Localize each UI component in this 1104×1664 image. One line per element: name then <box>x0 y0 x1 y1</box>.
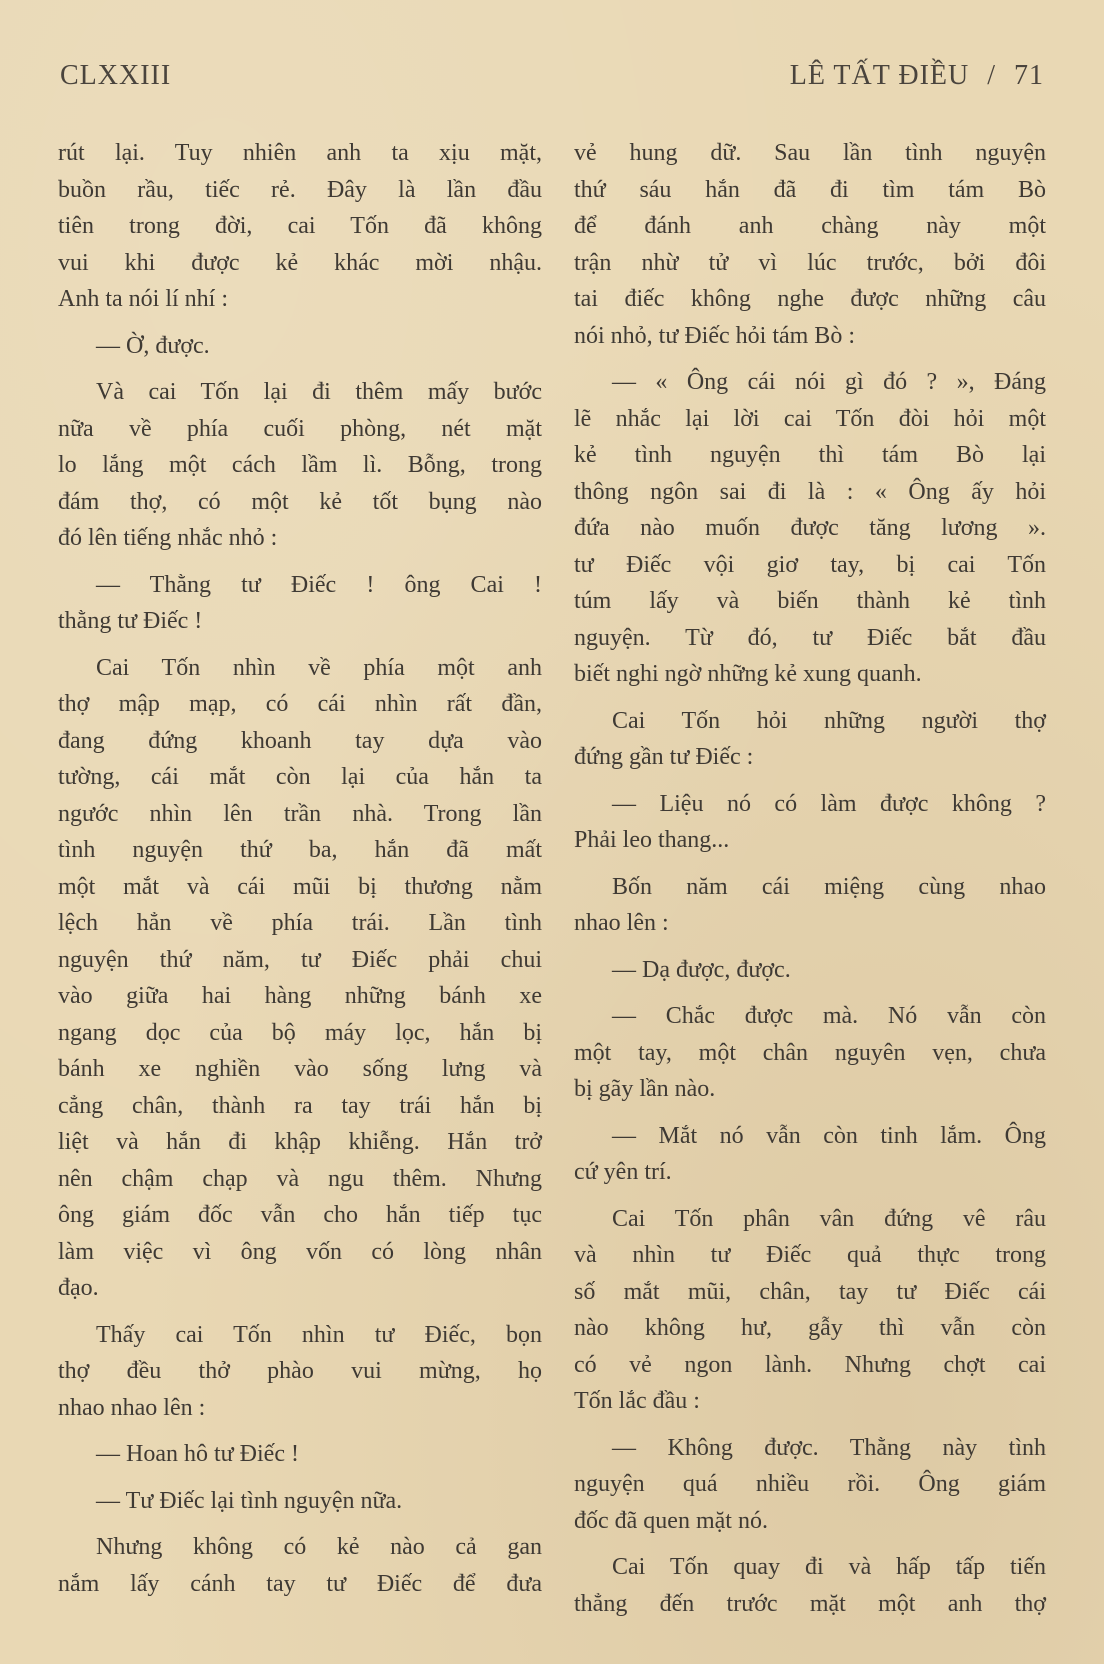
paragraph-gap <box>58 1519 542 1529</box>
text-line: tình nguyện thứ ba, hắn đã mất <box>58 837 542 863</box>
page-number: 71 <box>1014 60 1044 91</box>
text-line: vui khi được kẻ khác mời nhậu. <box>58 249 542 276</box>
text-line: túm lấy và biến thành kẻ tình <box>574 588 1046 614</box>
text-line: đang đứng khoanh tay dựa vào <box>58 727 542 754</box>
text-line: thợ mập mạp, có cái nhìn rất đần, <box>58 691 542 717</box>
text-line: nữa về phía cuối phòng, nét mặt <box>58 415 542 442</box>
text-line: Cai Tốn nhìn về phía một anh <box>96 654 542 681</box>
text-line: đứa nào muốn được tăng lương ». <box>574 515 1046 541</box>
text-line: biết nghi ngờ những kẻ xung quanh. <box>574 661 922 687</box>
text-line: thằng tư Điếc ! <box>58 608 203 634</box>
text-line: nguyện quá nhiều rồi. Ông giám <box>574 1471 1046 1497</box>
paragraph-gap <box>574 942 1046 952</box>
text-line: Nhưng không có kẻ nào cả gan <box>96 1534 542 1560</box>
text-line: vào giữa hai hàng những bánh xe <box>58 983 542 1009</box>
text-line: thợ đều thở phào vui mừng, họ <box>58 1358 542 1384</box>
text-line: một mắt và cái mũi bị thương nằm <box>58 873 542 900</box>
text-line: nào không hư, gẫy thì vẫn còn <box>574 1315 1046 1341</box>
text-line: bị gãy lần nào. <box>574 1076 716 1102</box>
text-line: — Mắt nó vẫn còn tinh lắm. Ông <box>612 1122 1046 1149</box>
text-line: đốc đã quen mặt nó. <box>574 1507 768 1534</box>
text-line: buồn rầu, tiếc rẻ. Đây là lần đầu <box>58 176 542 203</box>
text-line: một tay, một chân nguyên vẹn, chưa <box>574 1039 1046 1066</box>
page-header <box>60 60 1044 100</box>
text-line: Cai Tốn phân vân đứng vê râu <box>612 1205 1046 1232</box>
text-line: lo lắng một cách lầm lì. Bỗng, trong <box>58 452 542 478</box>
text-line: tư Điếc vội giơ tay, bị cai Tốn <box>574 551 1046 578</box>
text-line: vẻ hung dữ. Sau lần tình nguyện <box>574 140 1046 166</box>
text-line: Anh ta nói lí nhí : <box>58 286 228 312</box>
text-line: bánh xe nghiền vào sống lưng và <box>58 1056 542 1082</box>
text-line: nguyện thứ năm, tư Điếc phải chui <box>58 946 542 973</box>
text-line: — Dạ được, được. <box>612 956 791 983</box>
text-line: lệch hẳn về phía trái. Lần tình <box>58 910 542 936</box>
text-line: — Thằng tư Điếc ! ông Cai ! <box>96 571 542 598</box>
text-line: nguyện. Từ đó, tư Điếc bắt đầu <box>574 624 1046 651</box>
paragraph-gap <box>58 318 542 328</box>
text-line: thẳng đến trước mặt một anh thợ <box>574 1590 1046 1617</box>
text-line: nên chậm chạp và ngu thêm. Nhưng <box>58 1165 542 1192</box>
paragraph-gap <box>574 693 1046 703</box>
text-line: làm việc vì ông vốn có lòng nhân <box>58 1238 542 1265</box>
text-line: Cai Tốn quay đi và hấp tấp tiến <box>612 1554 1046 1580</box>
paragraph-gap <box>574 776 1046 786</box>
text-line: nắm lấy cánh tay tư Điếc để đưa <box>58 1570 542 1597</box>
text-line: liệt và hắn đi khập khiễng. Hắn trở <box>58 1129 542 1155</box>
paragraph-gap <box>58 1307 542 1317</box>
paragraph-gap <box>574 1420 1046 1430</box>
text-line: để đánh anh chàng này một <box>574 213 1046 239</box>
text-line: đạo. <box>58 1275 99 1301</box>
chapter-number: CLXXIII <box>60 60 172 91</box>
text-line: lẽ nhắc lại lời cai Tốn đòi hỏi một <box>574 405 1046 432</box>
text-line: đứng gần tư Điếc : <box>574 744 754 770</box>
text-column-left <box>58 135 542 1602</box>
text-line: ngang dọc của bộ máy lọc, hắn bị <box>58 1019 542 1046</box>
text-line: thông ngôn sai đi là : « Ông ấy hỏi <box>574 478 1046 505</box>
text-line: cẳng chân, thành ra tay trái hắn bị <box>58 1092 542 1119</box>
paragraph-gap <box>58 1426 542 1436</box>
text-line: tường, cái mắt còn lại của hắn ta <box>58 764 542 790</box>
text-line: — Hoan hô tư Điếc ! <box>96 1441 299 1467</box>
text-line: — « Ông cái nói gì đó ? », Đáng <box>612 369 1046 395</box>
paragraph-gap <box>574 1191 1046 1201</box>
text-line: — Liệu nó có làm được không ? <box>612 790 1046 817</box>
text-line: đám thợ, có một kẻ tốt bụng nào <box>58 488 542 515</box>
author-name: LÊ TẤT ĐIỀU <box>789 60 970 91</box>
text-line: và nhìn tư Điếc quả thực trong <box>574 1242 1046 1268</box>
text-line: trận nhừ tử vì lúc trước, bởi đôi <box>574 249 1046 276</box>
paragraph-gap <box>574 354 1046 364</box>
text-line: nhao nhao lên : <box>58 1394 206 1421</box>
paragraph-gap <box>58 364 542 374</box>
text-line: — Ờ, được. <box>96 332 210 359</box>
text-line: Thấy cai Tốn nhìn tư Điếc, bọn <box>96 1321 542 1348</box>
text-line: nói nhỏ, tư Điếc hỏi tám Bò : <box>574 322 855 349</box>
text-line: thứ sáu hắn đã đi tìm tám Bò <box>574 176 1046 203</box>
paragraph-gap <box>58 1473 542 1483</box>
running-title <box>790 60 1044 92</box>
text-line: cứ yên trí. <box>574 1159 672 1185</box>
header-separator: / <box>987 60 996 91</box>
text-line: ông giám đốc vẫn cho hắn tiếp tục <box>58 1202 542 1228</box>
text-line: — Tư Điếc lại tình nguyện nữa. <box>96 1487 403 1514</box>
text-line: Cai Tốn hỏi những người thợ <box>612 707 1046 734</box>
paragraph-gap <box>58 557 542 567</box>
text-line: tai điếc không nghe được những câu <box>574 286 1046 312</box>
text-line: tiên trong đời, cai Tốn đã không <box>58 213 542 239</box>
text-line: ngước nhìn lên trần nhà. Trong lần <box>58 800 542 827</box>
text-line: Phải leo thang... <box>574 827 730 853</box>
text-line: kẻ tình nguyện thì tám Bò lại <box>574 442 1046 468</box>
text-line: đó lên tiếng nhắc nhỏ : <box>58 525 278 551</box>
paragraph-gap <box>574 988 1046 998</box>
text-line: Tốn lắc đầu : <box>574 1388 700 1414</box>
text-line: Bốn năm cái miệng cùng nhao <box>612 873 1046 900</box>
paragraph-gap <box>574 859 1046 869</box>
text-line: nhao lên : <box>574 910 669 936</box>
text-column-right <box>574 135 1046 1622</box>
paragraph-gap <box>58 640 542 650</box>
text-line: Và cai Tốn lại đi thêm mấy bước <box>96 379 542 405</box>
paragraph-gap <box>574 1539 1046 1549</box>
text-line: — Chắc được mà. Nó vẫn còn <box>612 1003 1046 1029</box>
text-line: có vẻ ngon lành. Nhưng chợt cai <box>574 1351 1046 1378</box>
paragraph-gap <box>574 1108 1046 1118</box>
text-line: rút lại. Tuy nhiên anh ta xịu mặt, <box>58 140 542 166</box>
text-line: số mắt mũi, chân, tay tư Điếc cái <box>574 1278 1046 1305</box>
text-line: — Không được. Thằng này tình <box>612 1434 1046 1461</box>
